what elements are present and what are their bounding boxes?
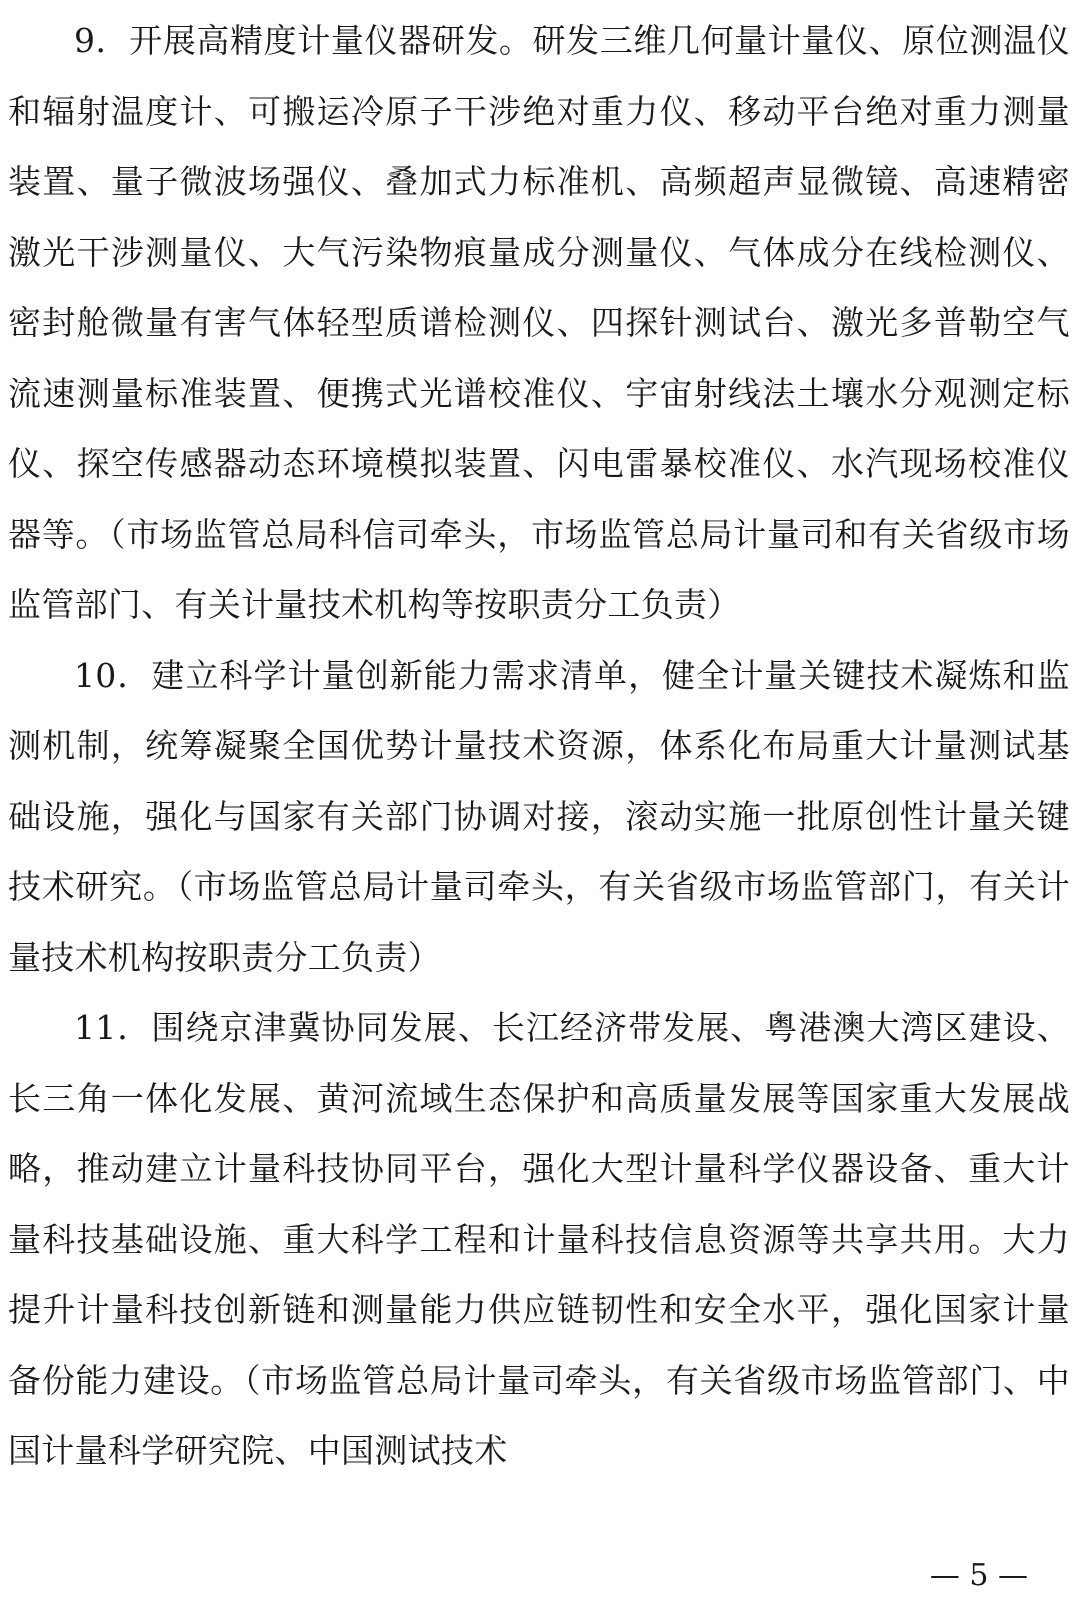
paragraph-item-11: 11．围绕京津冀协同发展、长江经济带发展、粤港澳大湾区建设、长三角一体化发展、黄河流域生态保护和高质量发展等国家重大发展战略，推动建立计量科技协同平台，强化大型计量科学仪器设备、重大计量科技基础设施、重大科学工程和计量科技信息资源等共享共用。大力提升计量科技创新链和测量能力供应链韧性和安全水平，强化国家计量备份能力建设。（市场监管总局计量司牵头，有关省级市场监管部门、中国计量科学研究院、中国测试技术 (8, 1008, 1070, 1470)
paragraph-item-9: 9．开展高精度计量仪器研发。研发三维几何量计量仪、原位测温仪和辐射温度计、可搬运冷原子干涉绝对重力仪、移动平台绝对重力测量装置、量子微波场强仪、叠加式力标准机、高频超声显微镜、高速精密激光干涉测量仪、大气污染物痕量成分测量仪、气体成分在线检测仪、密封舱微量有害气体轻型质谱检测仪、四探针测试台、激光多普勒空气流速测量标准装置、便携式光谱校准仪、宇宙射线法土壤水分观测定标仪、探空传感器动态环境模拟装置、闪电雷暴校准仪、水汽现场校准仪器等。（市场监管总局科信司牵头，市场监管总局计量司和有关省级市场监管部门、有关计量技术机构等按职责分工负责） (8, 21, 1070, 624)
page-number: — 5 — (929, 1558, 1028, 1593)
document-body (8, 6, 1070, 1487)
paragraph-item-10: 10．建立科学计量创新能力需求清单，健全计量关键技术凝炼和监测机制，统筹凝聚全国优势计量技术资源，体系化布局重大计量测试基础设施，强化与国家有关部门协调对接，滚动实施一批原创性计量关键技术研究。（市场监管总局计量司牵头，有关省级市场监管部门，有关计量技术机构按职责分工负责） (8, 655, 1070, 977)
